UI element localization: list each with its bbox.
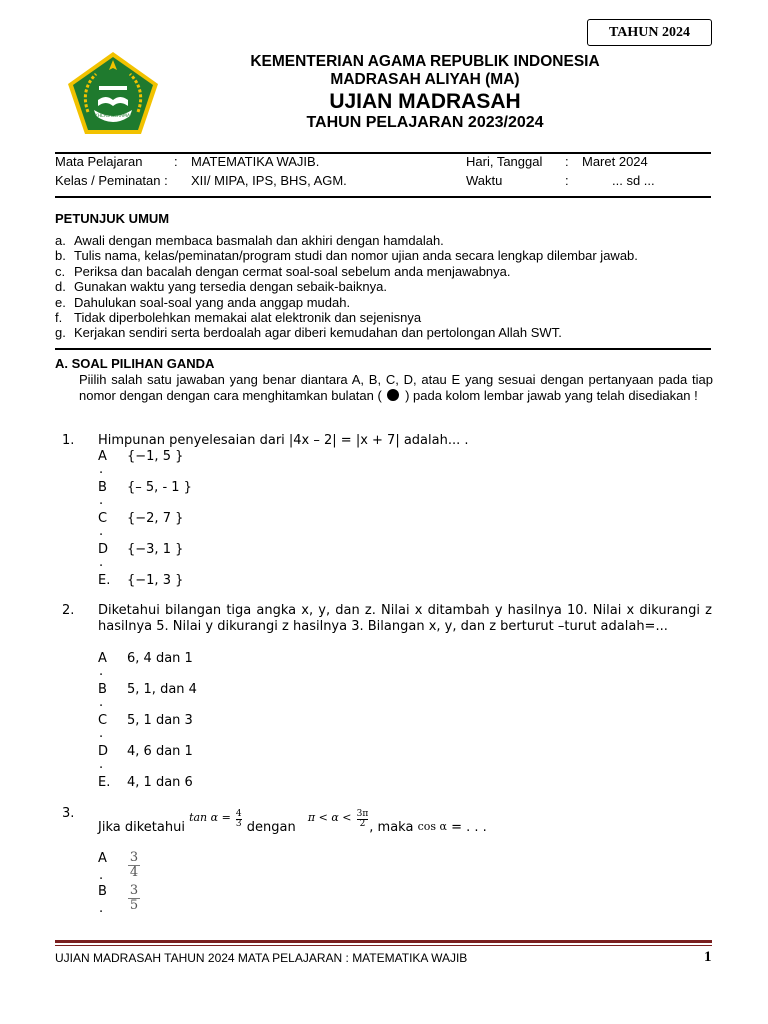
question-text-part: , maka [369,820,414,835]
option-label-dot: . [99,757,104,772]
option-label-dot: . [99,555,104,570]
option-label-dot: . [99,868,104,883]
question-text [98,808,712,838]
option-value: {−2, 7 } [127,511,184,526]
option-label: C [98,511,108,526]
footer-text: UJIAN MADRASAH TAHUN 2024 MATA PELAJARAN : MATEMATIKA WAJIB [55,951,468,965]
page-number: 1 [704,949,712,965]
header-ministry: KEMENTERIAN AGAMA REPUBLIK INDONESIA [250,53,600,70]
instruction-text: Tidak diperbolehkan memakai alat elektronik dan sejenisnya [74,310,422,326]
tan-expression: tan α = [189,811,231,824]
question-text: Himpunan penyelesaian dari |4x – 2| = |x + 7| adalah... . [98,433,469,448]
option-label-dot: . [99,462,104,477]
instruction-item [55,325,715,340]
ministry-logo [66,50,160,136]
question-number: 1. [62,433,75,448]
option-label: E. [98,775,111,790]
question-text: Diketahui bilangan tiga angka x, y, dan z. Nilai x ditambah y hasilnya 10. Nilai x dikurangi z hasilnya 5. Nilai y dikurangi z hasilnya 3. Bilangan x, y, dan z berturut –turut adalah=... [98,603,712,634]
option-value: 5, 1, dan 4 [127,682,197,697]
section-a-instructions-part1: Piilih salah satu jawaban yang benar diantara A, B, C, D, atau E yang sesuai dengan pertanyaan pada tiap nomor dengan dengan cara menghitamkan bulatan ( [79,372,713,403]
option-value: 4, 6 dan 1 [127,744,193,759]
instruction-key: d. [55,279,66,295]
option-label: B [98,884,107,899]
option-label: E. [98,573,111,588]
instruction-text: Awali dengan membaca basmalah dan akhiri dengan hamdalah. [74,233,444,248]
instruction-item [55,295,715,310]
instruction-text: Gunakan waktu yang tersedia dengan sebaik-baiknya. [74,279,387,295]
instruction-item [55,233,715,248]
header-academic-year: TAHUN PELAJARAN 2023/2024 [306,114,544,131]
option-fraction [128,884,140,913]
option-label: A [98,851,107,866]
fraction: $\frac{3\pi}{2}$ [356,809,369,829]
question-number: 3. [62,806,75,821]
instruction-key: g. [55,325,66,341]
subject-label: Mata Pelajaran [55,154,143,169]
day-label: Hari, Tanggal [466,154,543,169]
question-text-part: = . . . [451,820,487,835]
instruction-key: b. [55,248,66,264]
option-label-dot: . [99,664,104,679]
instruction-key: a. [55,233,66,248]
section-a-instructions [79,372,713,403]
option-label: B [98,682,107,697]
option-label: A [98,449,107,464]
divider [55,348,711,350]
option-label: D [98,744,109,759]
option-label-dot: . [99,901,104,916]
colon: : [565,154,569,169]
divider [55,196,711,198]
class-value: XII/ MIPA, IPS, BHS, AGM. [191,173,347,188]
fraction-denominator: 4 [129,865,139,880]
instruction-key: e. [55,294,66,310]
section-a-title: A. SOAL PILIHAN GANDA [55,356,215,371]
option-value: {−1, 5 } [127,449,184,464]
svg-text:IKHLAS BERAMAL: IKHLAS BERAMAL [93,114,133,119]
option-value: 4, 1 dan 6 [127,775,193,790]
option-label: B [98,480,107,495]
range-expression: π < α < [307,811,352,824]
footer-rule [55,940,712,943]
option-label-dot: . [99,524,104,539]
footer-rule [55,945,712,946]
instruction-key: f. [55,310,63,326]
colon: : [174,154,178,169]
option-value: {– 5, - 1 } [127,480,192,495]
fraction-numerator: 3 [129,850,139,865]
instruction-item [55,264,715,279]
option-label: D [98,542,109,557]
instruction-item [55,248,715,263]
page-title: UJIAN MADRASAH [329,90,521,113]
option-label: A [98,651,107,666]
fraction-numerator: 3 [129,883,139,898]
option-fraction [128,851,140,880]
general-instructions-list [55,233,715,341]
option-label-dot: . [99,493,104,508]
header-school: MADRASAH ALIYAH (MA) [330,71,520,88]
year-badge: TAHUN 2024 [587,19,712,46]
question-text-part: dengan [246,820,296,835]
option-value: 5, 1 dan 3 [127,713,193,728]
colon: : [565,173,569,188]
class-label: Kelas / Peminatan : [55,173,168,188]
fraction: $\frac{4}{3}$ [235,809,242,829]
fraction-denominator: 5 [129,898,139,913]
subject-value: MATEMATIKA WAJIB. [191,154,320,169]
question-number: 2. [62,603,75,618]
instruction-text: Dahulukan soal-soal yang anda anggap mudah. [74,294,351,310]
section-a-instructions-part2: ) pada kolom lembar jawab yang telah disediakan ! [405,387,698,403]
option-label-dot: . [99,726,104,741]
time-value: ... sd ... [612,173,655,188]
option-value: 6, 4 dan 1 [127,651,193,666]
time-label: Waktu [466,173,503,188]
option-label-dot: . [99,695,104,710]
question-text-part: Jika diketahui [98,820,185,835]
day-value: Maret 2024 [582,154,648,169]
instruction-item [55,279,715,294]
option-label: C [98,713,108,728]
instruction-item [55,310,715,325]
general-instructions-title: PETUNJUK UMUM [55,211,170,226]
filled-circle-icon [387,389,399,401]
instruction-text: Tulis nama, kelas/peminatan/program studi dan nomor ujian anda secara lengkap dilembar jawab. [74,248,638,264]
option-value: {−1, 3 } [127,573,184,588]
instruction-text: Periksa dan bacalah dengan cermat soal-soal sebelum anda menjawabnya. [74,263,511,279]
option-value: {−3, 1 } [127,542,184,557]
cos-expression: cos α [417,820,447,833]
instruction-key: c. [55,263,66,279]
instruction-text: Kerjakan sendiri serta berdoalah agar diberi kemudahan dan pertolongan Allah SWT. [74,325,562,341]
